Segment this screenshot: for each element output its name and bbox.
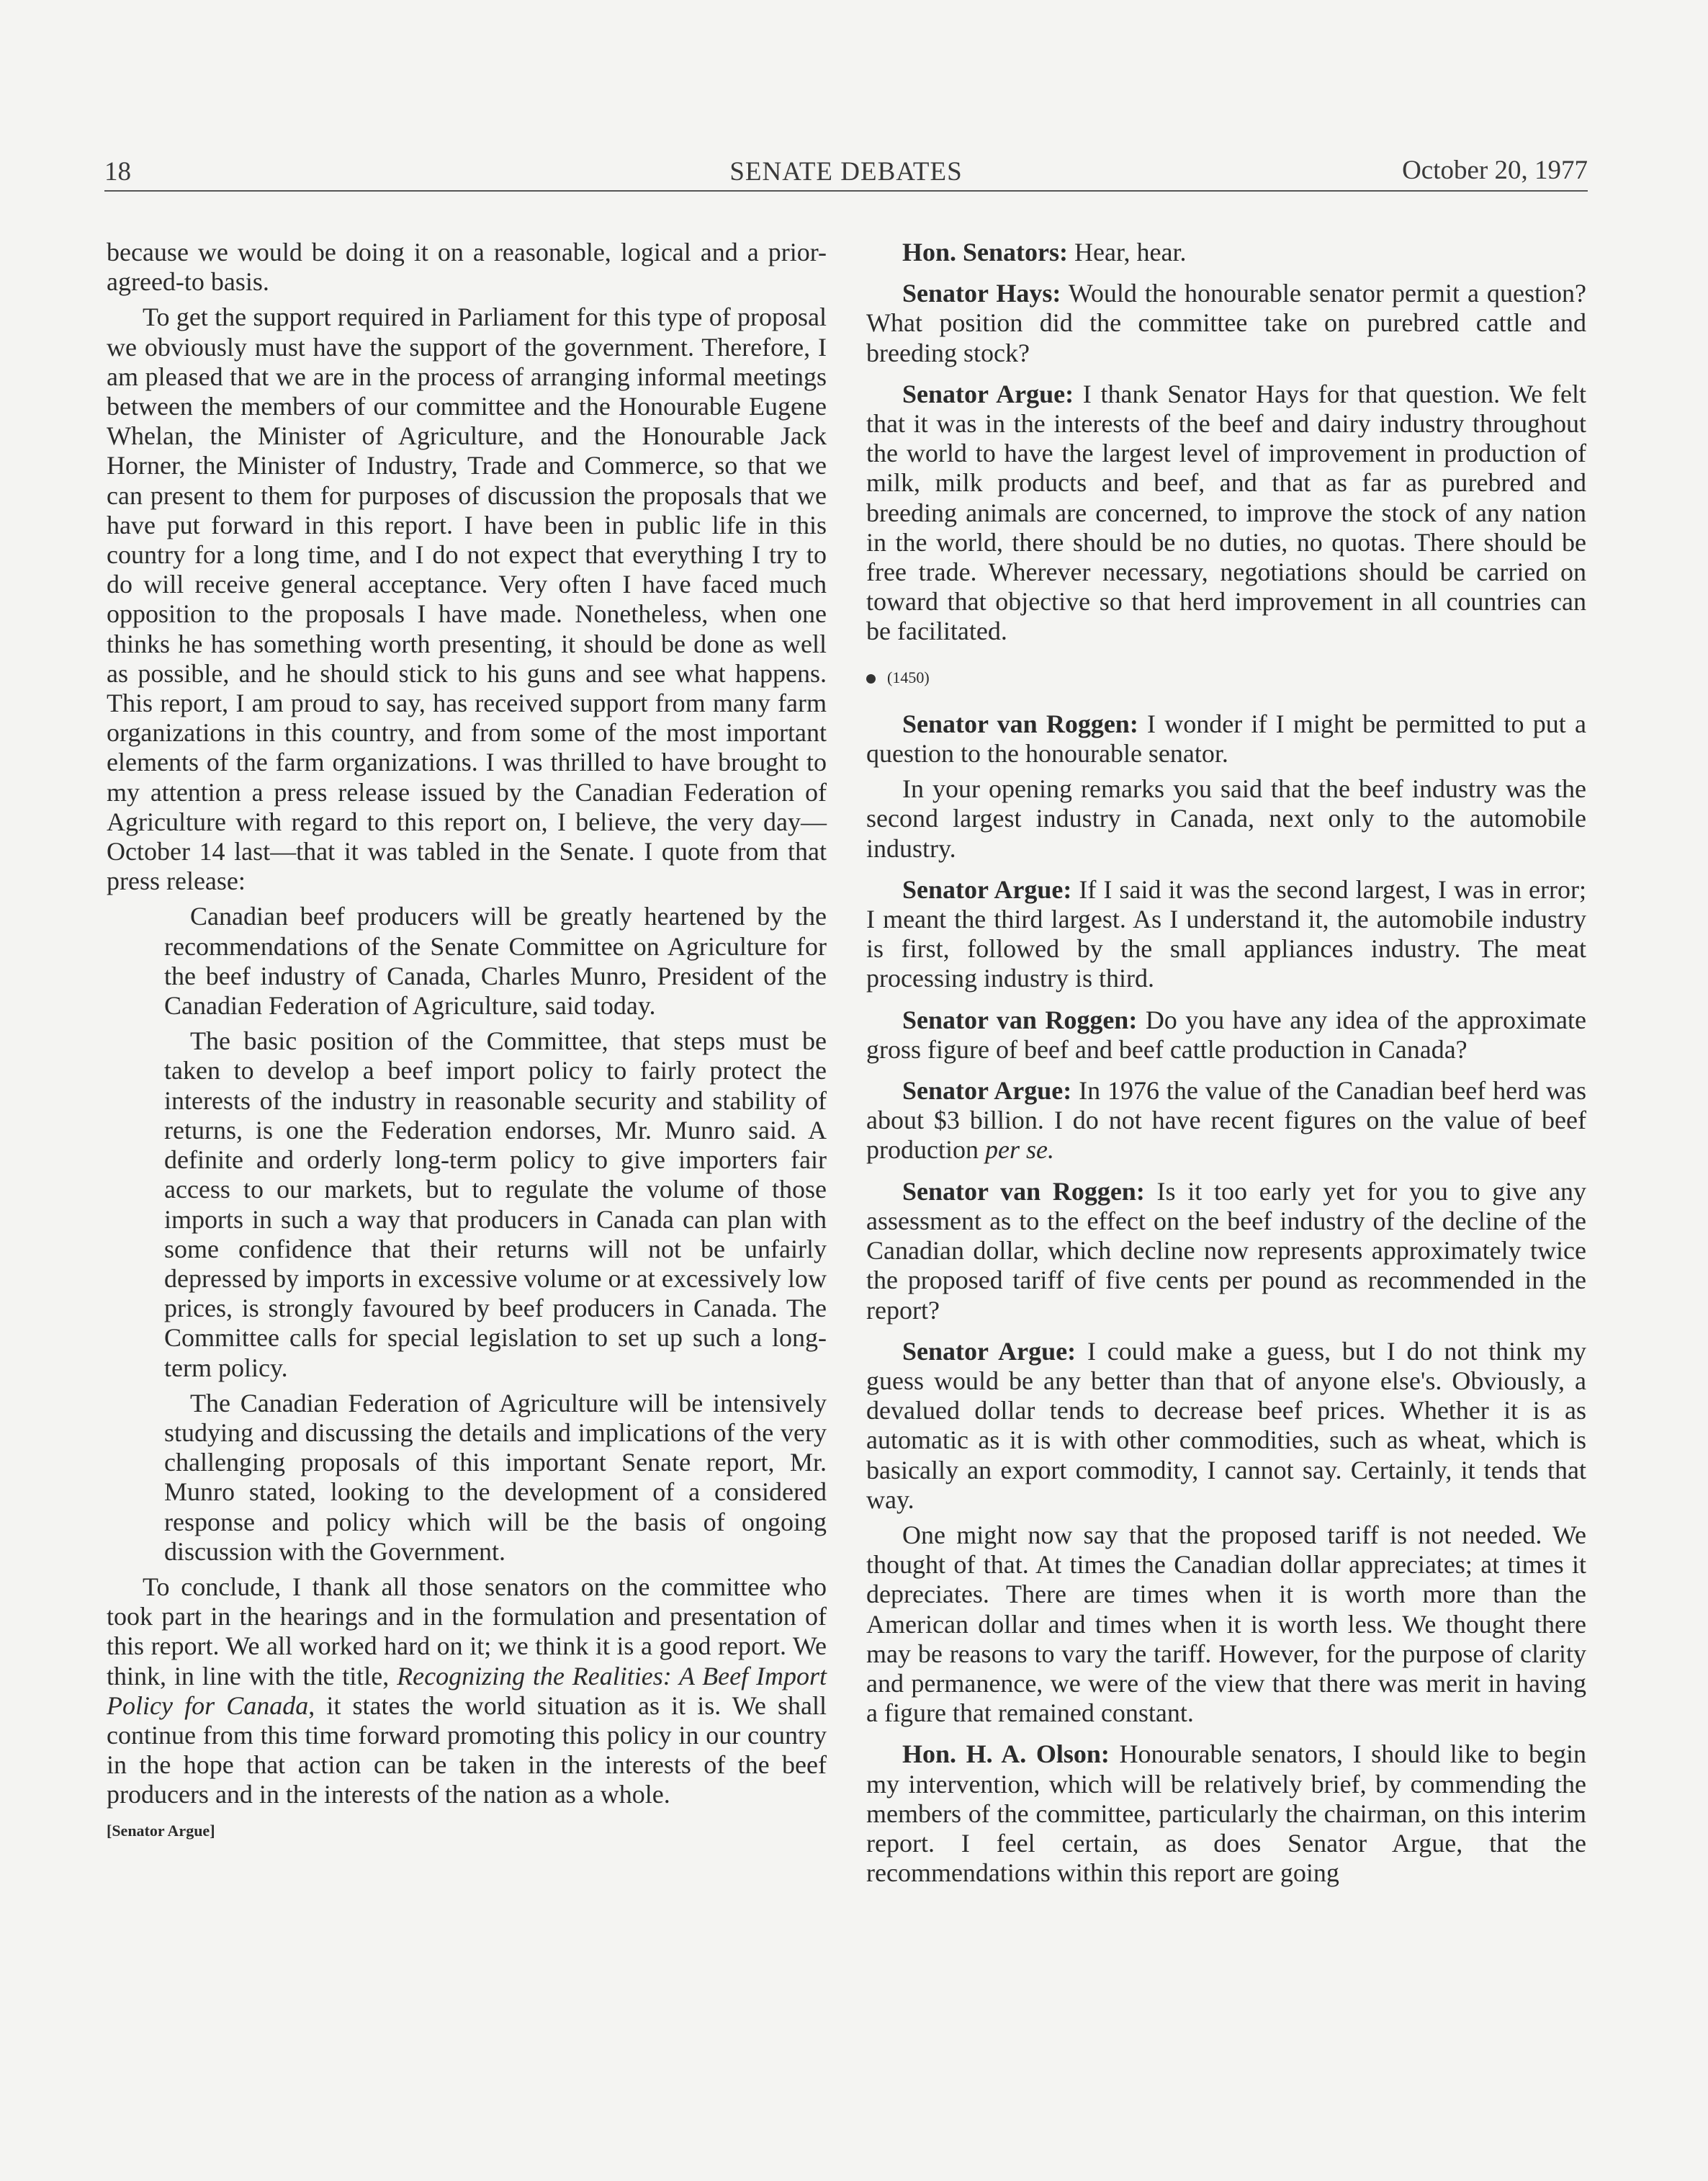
speaker-tag: [Senator Argue] bbox=[107, 1821, 215, 1840]
time-marker-label: (1450) bbox=[887, 668, 930, 686]
speech-text: In 1976 the value of the Canadian beef herd was about $3 billion. I do not have recent figures on the value of beef production bbox=[866, 1076, 1586, 1165]
page-number: 18 bbox=[104, 157, 131, 187]
speech-text: If I said it was the second largest, I was in error; I meant the third largest. As I understand it, the automobile industry is first, followed by the small appliances industry. The meat processing industry is third. bbox=[866, 874, 1586, 993]
left-column bbox=[107, 238, 827, 1851]
speech bbox=[866, 875, 1586, 994]
speaker-name: Senator Argue: bbox=[902, 874, 1072, 904]
speaker-name: Senator van Roggen: bbox=[902, 1176, 1145, 1206]
speech-text: I could make a guess, but I do not think my guess would be any better than that of anyone else's. Obviously, a devalued dollar tends to decrease beef prices. Whether it is as automatic as it is with other commodities, such as wheat, which is basically an export commodity, I cannot say. Certainly, it tends that way. bbox=[866, 1336, 1586, 1514]
speech-text: Honourable senators, I should like to begin my intervention, which will be relatively brief, by commending the members of the committee, particularly the chairman, on this interim report. I feel certain, as does Senator Argue, that the recommendations within this report are going bbox=[866, 1739, 1586, 1888]
speaker-name: Hon. Senators: bbox=[902, 238, 1069, 267]
right-column bbox=[866, 238, 1586, 1894]
speech bbox=[866, 709, 1586, 769]
paragraph: One might now say that the proposed tariff is not needed. We thought of that. At times the Canadian dollar appreciates; at times it depreciates. There are times when it is worth more than the American dollar and times when it is worth less. We thought there may be reasons to vary the tariff. However, for the purpose of clarity and permanence, we were of the view that there was merit in having a figure that remained constant. bbox=[866, 1520, 1586, 1728]
bullet-icon bbox=[866, 674, 876, 684]
quote-paragraph: Canadian beef producers will be greatly heartened by the recommendations of the Senate Committee on Agriculture for the beef industry of Canada, Charles Munro, President of the Canadian Federation of Agriculture, said today. bbox=[164, 902, 827, 1021]
speaker-name: Senator Argue: bbox=[902, 1336, 1077, 1366]
speech bbox=[866, 279, 1586, 368]
paragraph: To get the support required in Parliament for this type of proposal we obviously must have the support of the government. Therefore, I am pleased that we are in the process of arranging informal meetings between the members of our committee and the Honourable Eugene Whelan, the Minister of Agriculture, and the Honourable Jack Horner, the Minister of Industry, Trade and Commerce, so that we can present to them for purposes of discussion the proposals that we have put forward in this report. I have been in public life in this country for a long time, and I do not expect that everything I try to do will receive general acceptance. Very often I have faced much opposition to the proposals I have made. Nonetheless, when one thinks he has something worth presenting, it should be done as well as possible, and he should stick to his guns and see what happens. This report, I am proud to say, has received support from many farm organizations in this country, and from some of the most important elements of the farm organizations. I was thrilled to have brought to my attention a press release issued by the Canadian Federation of Agriculture with regard to this report on, I believe, the very day—October 14 last—that it was tabled in the Senate. I quote from that press release: bbox=[107, 303, 827, 896]
speech-text: Hear, hear. bbox=[1068, 238, 1187, 267]
speaker-name: Senator Hays: bbox=[902, 279, 1061, 308]
speech-text: I wonder if I might be permitted to put a question to the honourable senator. bbox=[866, 709, 1586, 769]
paragraph: In your opening remarks you said that the beef industry was the second largest industry in Canada, next only to the automobile industry. bbox=[866, 774, 1586, 863]
paragraph bbox=[107, 1572, 827, 1810]
speaker-name: Hon. H. A. Olson: bbox=[902, 1739, 1110, 1769]
publication-title: SENATE DEBATES bbox=[729, 157, 963, 187]
running-header bbox=[104, 153, 1588, 192]
speaker-name: Senator van Roggen: bbox=[902, 1005, 1138, 1034]
block-quote bbox=[107, 902, 827, 1566]
speech-text: Do you have any idea of the approximate gross figure of beef and beef cattle production in Canada? bbox=[866, 1005, 1586, 1064]
speech bbox=[866, 1739, 1586, 1888]
quote-paragraph: The basic position of the Committee, that steps must be taken to develop a beef import policy to fairly protect the interests of the industry in reasonable security and stability of returns, is one the Federation endorses, Mr. Munro said. A definite and orderly long-term policy to give importers fair access to our markets, but to regulate the volume of those imports in such a way that producers in Canada can plan with some confidence that their returns will not be unfairly depressed by imports in excessive volume or at excessively low prices, is strongly favoured by beef producers in Canada. The Committee calls for special legislation to set up such a long-term policy. bbox=[164, 1026, 827, 1382]
speech-text: I thank Senator Hays for that question. We felt that it was in the interests of the beef and dairy industry throughout the world to have the largest level of improvement in production of milk, milk products and beef, and that as far as purebred and breeding animals are concerned, to improve the stock of any nation in the world, there should be no duties, no quotas. There should be free trade. Wherever necessary, negotiations should be carried on toward that objective so that herd improvement in all countries can be facilitated. bbox=[866, 379, 1586, 646]
speech bbox=[866, 238, 1586, 267]
paragraph: because we would be doing it on a reasonable, logical and a prior-agreed-to basis. bbox=[107, 238, 827, 297]
quote-paragraph: The Canadian Federation of Agriculture will be intensively studying and discussing the details and implications of the very challenging proposals of this important Senate report, Mr. Munro stated, looking to the development of a considered response and policy which will be the basis of ongoing discussion with the Government. bbox=[164, 1388, 827, 1566]
speaker-name: Senator Argue: bbox=[902, 1076, 1072, 1106]
speech bbox=[866, 1006, 1586, 1065]
speaker-name: Senator Argue: bbox=[902, 379, 1074, 408]
report-title: Recognizing the Realities: A Beef Import Policy for Canada bbox=[107, 1661, 827, 1720]
publication-date: October 20, 1977 bbox=[1402, 156, 1588, 185]
speech bbox=[866, 1076, 1586, 1165]
speech-text: Is it too early yet for you to give any assessment as to the effect on the beef industry of the decline of the Canadian dollar, which decline now represents approximately twice the proposed tariff of five cents per pound as recommended in the report? bbox=[866, 1176, 1586, 1325]
text: To conclude, I thank all those senators on the committee who took part in the hearings and in the formulation and presentation of this report. We all worked hard on it; we think it is a good report. We think, in line with the title, bbox=[107, 1572, 827, 1690]
time-marker bbox=[866, 663, 1586, 692]
speech bbox=[866, 1177, 1586, 1325]
text: , it states the world situation as it is. We shall continue from this time forward promoting this policy in our country in the hope that action can be taken in the interests of the beef producers and in the interests of the nation as a whole. bbox=[107, 1690, 827, 1809]
speech bbox=[866, 1337, 1586, 1515]
speech-text: Would the honourable senator permit a question? What position did the committee take on purebred cattle and breeding stock? bbox=[866, 279, 1586, 367]
speaker-name: Senator van Roggen: bbox=[902, 709, 1138, 738]
speech bbox=[866, 380, 1586, 647]
italic-text: per se. bbox=[984, 1135, 1054, 1165]
